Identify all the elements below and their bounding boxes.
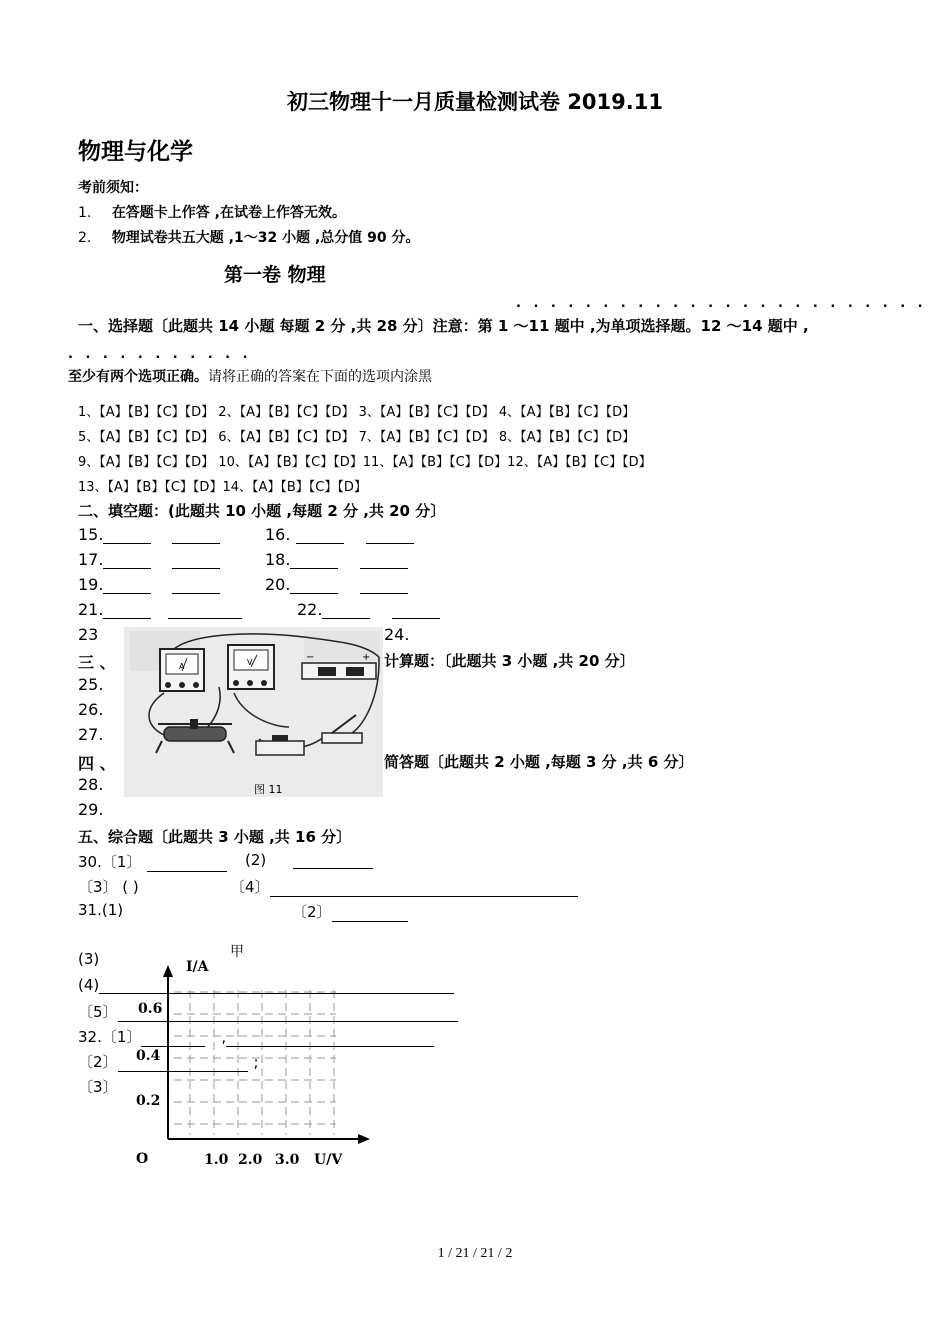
answer-blank[interactable] [168,604,242,619]
choice-row[interactable]: 5、【A】【B】【C】【D】 6、【A】【B】【C】【D】 7、【A】【B】【C】【D】 8、【A】【B】【C】【D】 [78,430,636,445]
section5-heading: 五、综合题〔此题共 3 小题 ,共 16 分〕 [78,828,352,846]
answer-blank[interactable] [296,529,344,544]
x-tick-label: 3.0 [275,1152,300,1168]
answer-blank[interactable] [103,604,151,619]
answer-line [78,1001,458,1022]
choice-row[interactable]: 1、【A】【B】【C】【D】 2、【A】【B】【C】【D】 3、【A】【B】【C】【D】 4、【A】【B】【C】【D】 [78,405,636,420]
notice-item-number: 2. [78,230,92,246]
question-number: 30.〔1〕 [78,853,142,871]
question-number: 19. [78,575,104,594]
question-number: 25. [78,675,104,694]
question-number: 〔3〕 ( ) [78,878,139,896]
question-number: 27. [78,725,104,744]
answer-line [78,550,220,569]
section4-prefix: 四 、 [78,754,116,773]
question-number: 28. [78,775,104,794]
battery-plus-label: + [362,652,371,663]
answer-blank[interactable] [118,1057,248,1072]
answer-blank[interactable] [290,579,338,594]
section1-instruction-text: 请将正确的答案在下面的选项内涂黑 [208,369,432,385]
answer-blank[interactable] [172,579,220,594]
figure-caption: 图 11 [254,783,283,796]
question-number: 32.〔1〕 [78,1028,142,1046]
choice-row[interactable]: 9、【A】【B】【C】【D】 10、【A】【B】【C】【D】11、【A】【B】【C】【D】12、【A】【B】【C】【D】 [78,455,652,470]
answer-blank[interactable] [392,604,440,619]
y-tick-label: 0.6 [138,1001,163,1017]
section4-heading: 简答题〔此题共 2 小题 ,每题 3 分 ,共 6 分〕 [384,753,694,771]
answer-line [78,1026,434,1047]
answer-line [230,876,578,897]
battery-minus-label: − [306,652,315,663]
answer-line [292,901,408,922]
question-number: 16. [265,525,291,544]
ammeter-label: A [179,662,185,671]
answer-blank[interactable] [118,1007,458,1022]
question-number: 〔3〕 [78,1078,118,1096]
question-number: 〔5〕 [78,1003,118,1021]
question-number: 22. [297,600,323,619]
voltmeter-label: V [247,658,253,667]
question-number: 17. [78,550,104,569]
section1-heading: 一、选择题〔此题共 14 小题 每题 2 分 ,共 28 分〕注意：第 1 ～11 题中 ,为单项选择题。12 ～14 题中 , [78,317,809,335]
answer-line [78,1051,259,1072]
section1-instruction-bold: 至少有两个选项正确。 [68,369,208,385]
answer-blank[interactable] [290,554,338,569]
answer-blank[interactable] [103,554,151,569]
y-axis-label: I/A [186,959,209,975]
answer-blank[interactable] [172,554,220,569]
comma-separator: , [221,1028,227,1046]
section3-heading: 计算题：〔此题共 3 小题 ,共 20 分〕 [384,652,635,670]
answer-blank[interactable] [172,529,220,544]
x-tick-label: 2.0 [238,1152,263,1168]
answer-line [78,976,454,994]
answer-blank[interactable] [366,529,414,544]
answer-blank[interactable] [103,579,151,594]
question-number: 21. [78,600,104,619]
semicolon-separator: ; [253,1053,259,1071]
question-number: 20. [265,575,291,594]
answer-blank[interactable] [226,1032,434,1047]
question-number: (3) [78,950,100,968]
answer-blank[interactable] [141,1032,205,1047]
x-axis-label: U/V [314,1152,343,1168]
answer-line [265,575,408,594]
page-title: 初三物理十一月质量检测试卷 2019.11 [287,90,663,114]
question-number: 15. [78,525,104,544]
answer-blank[interactable] [147,857,227,872]
answer-line [245,851,373,869]
question-number: (2) [245,851,267,869]
section3-prefix: 三 、 [78,653,116,672]
question-number: 31.(1) [78,901,124,919]
answer-blank[interactable] [332,907,408,922]
answer-blank[interactable] [103,529,151,544]
notice-item [78,202,346,222]
answer-blank[interactable] [99,979,454,994]
question-number: 〔2〕 [78,1053,118,1071]
volume-title: 第一卷 物理 [224,264,326,286]
answer-line [78,525,220,544]
answer-blank[interactable] [360,554,408,569]
circuit-diagram [124,627,383,797]
answer-line [78,600,242,619]
notice-item-text: 物理试卷共五大题 ,1～32 小题 ,总分值 90 分。 [111,230,420,246]
question-number: 〔2〕 [292,903,332,921]
answer-line [78,575,220,594]
question-number: 23 [78,625,99,644]
x-tick-label: 1.0 [204,1152,229,1168]
question-number: 〔4〕 [230,878,270,896]
question-number: (4) [78,976,100,994]
question-number: 26. [78,700,104,719]
notice-item [78,227,420,247]
emphasis-dots: . . . . . . . . . . . . . . . . . . . . . . . . [516,296,927,311]
section1-instruction [68,366,432,386]
answer-blank[interactable] [293,854,373,869]
answer-line [297,600,440,619]
emphasis-dots: . . . . . . . . . . . [68,347,252,362]
y-tick-label: 0.4 [136,1048,161,1064]
notice-item-text: 在答题卡上作答 ,在试卷上作答无效。 [111,205,347,221]
answer-line [265,550,408,569]
circuit-figure [124,627,383,797]
graph-label-jia: 甲 [230,944,244,960]
answer-blank[interactable] [322,604,370,619]
page-number: 1 / 21 / 21 / 2 [437,1246,513,1261]
origin-label: O [136,1151,149,1167]
y-tick-label: 0.2 [136,1093,161,1109]
answer-blank[interactable] [270,882,578,897]
answer-blank[interactable] [360,579,408,594]
choice-row[interactable]: 13、【A】【B】【C】【D】14、【A】【B】【C】【D】 [78,480,367,495]
question-number: 29. [78,800,104,819]
question-number: 24. [384,625,410,644]
notice-item-number: 1. [78,205,92,221]
section2-heading: 二、填空题：(此题共 10 小题 ,每题 2 分 ,共 20 分〕 [78,502,446,520]
subject-title: 物理与化学 [78,139,193,165]
answer-line [265,525,414,544]
notice-heading: 考前须知： [78,180,148,196]
answer-line [78,851,227,872]
question-number: 18. [265,550,291,569]
